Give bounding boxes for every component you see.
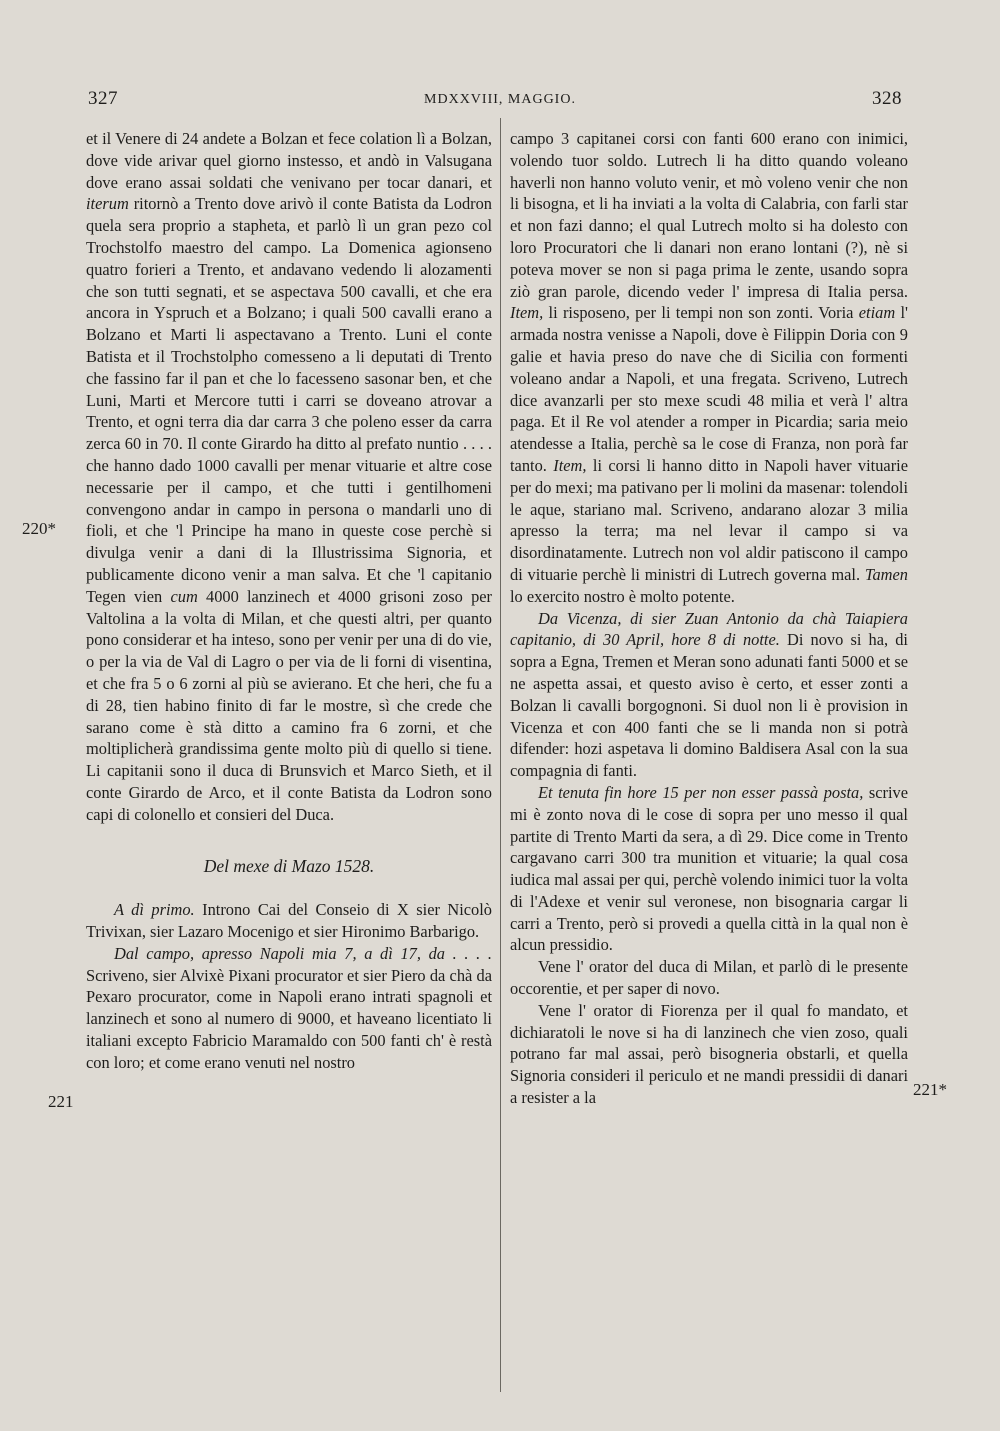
right-paragraph-5: Vene l' orator di Fiorenza per il qual fo mandato, et dichiaratoli le nove si ha di lanzinech che vien zoso, quali potrano far mal assai, però bisogneria obstarli, et quella Signoria consideri il periculo et ne mandi pressidii di danari a resister a la <box>510 1000 908 1108</box>
margin-note-220: 220* <box>22 519 56 538</box>
right-paragraph-3: Et tenuta fin hore 15 per non esser passà posta, scrive mi è zonto nova di le cose di sopra per uno messo il qual partite di Trento Marti da sera, a dì 29. Dice come in Trento cargavano carri 300 tra munition et vituarie; la qual cosa iudica mal assai per qui, perchè volendo inimici tuor la volta di l'Adexe et venir sul veronese, non bisognaria cargar li carri a Trento, però si provedi a quella città in la qual non è alcun pressidio. <box>510 782 909 955</box>
left-page-number: 327 <box>88 88 118 109</box>
running-title: MDXXVIII, MAGGIO. <box>424 92 576 107</box>
right-page-number: 328 <box>872 88 902 109</box>
left-paragraph-2: A dì primo. Introno Cai del Conseio di X sier Nicolò Trivixan, sier Lazaro Mocenigo et sier Hironimo Barbarigo. <box>86 900 492 942</box>
right-paragraph-4: Vene l' orator del duca di Milan, et parlò di le presente occorentie, et per saper di novo. <box>510 957 908 999</box>
left-paragraph-1: et il Venere di 24 andete a Bolzan et fece colation lì a Bolzan, dove vide arivar quel giorno instesso, et andò in Valsugana dove erano assai soldati che venivano per tocar danari, et iterum ritornò a Trento dove arivò il conte Batista da Lodron quela sera proprio a stapheta, et parlò lì un gran pezo col Trochstolfo maestro del campo. La Domenica agionseno quatro forieri a Trento, et andavano vedendo li alozamenti che son tutti segnati, et se aspectava 500 cavalli, et che era ancora in Yspruch et a Bolzano; i quali 500 cavalli erano a Bolzano et Marti li aspectavano a Trento. Luni el conte Batista et il Trochstolpho comesseno a li deputati di Trento che fassino far il pan et che lo facesseno sasonar ben, et che Luni, Marti et Mercore tutti i carri se doveano atrovar a Trento, et ogni terra dia dar carra 3 che poleno esser da carra zerca 60 in 70. Il conte Girardo ha ditto al prefato nuntio . . . . che hanno dado 1000 cavalli per menar vituarie et altre cose necessarie per il campo, et che tutti i gentilhomeni convengono andar in campo in persona o mandarli uno di fioli, et che 'l Principe ha mano in queste cose perchè si divulga venir a dani di la Illustrissima Signoria, et publicamente dicono venir a man salva. Et che 'l capitanio Tegen vien cum 4000 lanzinech et 4000 grisoni zoso per Valtolina a la volta di Milan, et che questi altri, per quanto pono considerar et ha inteso, sono per venir per una di do vie, o per la via de Val di Lagro o per via de li forni di visentina, et che fra 5 o 6 zorni al più se avierano. Et che heri, che fu a di 28, tien habino finito di far le mostre, sì che crede che sarano come è stà ditto a camino fra 6 zorni, et che moltiplicherà grandissima gente molto più di quello si tiene. Li capitanii sono il duca di Brunsvich et Marco Sieth, et il conte Girardo de Arco, et il conte Batista da Lodron sono capi di colonello et consieri del Duca. <box>86 129 492 824</box>
margin-note-221: 221 <box>48 1092 74 1111</box>
left-column <box>86 128 492 1074</box>
right-paragraph-1: campo 3 capitanei corsi con fanti 600 erano con inimici, volendo tuor soldo. Lutrech li ha ditto quando voleano haverli non hanno voluto venir, et mò voleno venir che non li bisogna, et li ha inviati a la volta di Calabria, con farli star et non fazi danno; el qual Lutrech molto si ha dolesto con loro Procuratori che li danari non erano lontani (?), nè si poteva mover se non si paga prima le zente, usando sopra ziò gran parole, dicendo veder l' impresa di Italia persa. Item, li risposeno, per li tempi non son zonti. Voria etiam l' armada nostra venisse a Napoli, dove è Filippin Doria con 9 galie et havia preso do nave che di Sicilia con formenti voleano andar a Napoli, et una fregata. Scriveno, Lutrech dice avanzarli per sto mexe scudi 48 milia et verà l' altra paga. Et il Re vol atender a romper in Picardia; saria meio atendesse a Italia, perchè sa le cose di Franza, non porà far tanto. Item, li corsi li hanno ditto in Napoli haver vituarie per do mexi; ma pativano per li molini da masenar: tolendoli le aque, stariano mal. Scriveno, andarano alozar 3 milia apresso la terra; ma nel levar il campo si va disordinatamente. Lutrech non vol aldir patiscono il campo di vituarie perchè li ministri di Lutrech governa mal. Tamen lo exercito nostro è molto potente. <box>510 129 908 606</box>
right-column <box>510 128 908 1109</box>
right-paragraph-2: Da Vicenza, di sier Zuan Antonio da chà Taiapiera capitanio, di 30 April, hore 8 di notte. Di novo si ha, di sopra a Egna, Tremen et Meran sono adunati fanti 5000 et se ne aspetta assai, et questo aviso è certo, et esser zonti a Bolzan li cavalli borgognoni. Si duol non li è provision in Vicenza et con 400 fanti che se li manda non si potrà difender: hozi aspetava li domino Baldisera Asal con la sua compagnia di fanti. <box>510 608 908 781</box>
month-heading: Del mexe di Mazo 1528. <box>203 855 375 876</box>
left-paragraph-3: Dal campo, apresso Napoli mia 7, a dì 17, da . . . . Scriveno, sier Alvixè Pixani procurator et sier Piero da chà da Pexaro procurator, come in Napoli erano intrati spagnoli et lanzinech et sono al numero di 9000, et haveano licentiato li italiani excepto Fabricio Maramaldo con 500 fanti ch' è restà con loro; et come erano venuti nel nostro <box>86 943 492 1072</box>
margin-note-221-star: 221* <box>913 1080 947 1099</box>
column-divider <box>500 118 501 1392</box>
